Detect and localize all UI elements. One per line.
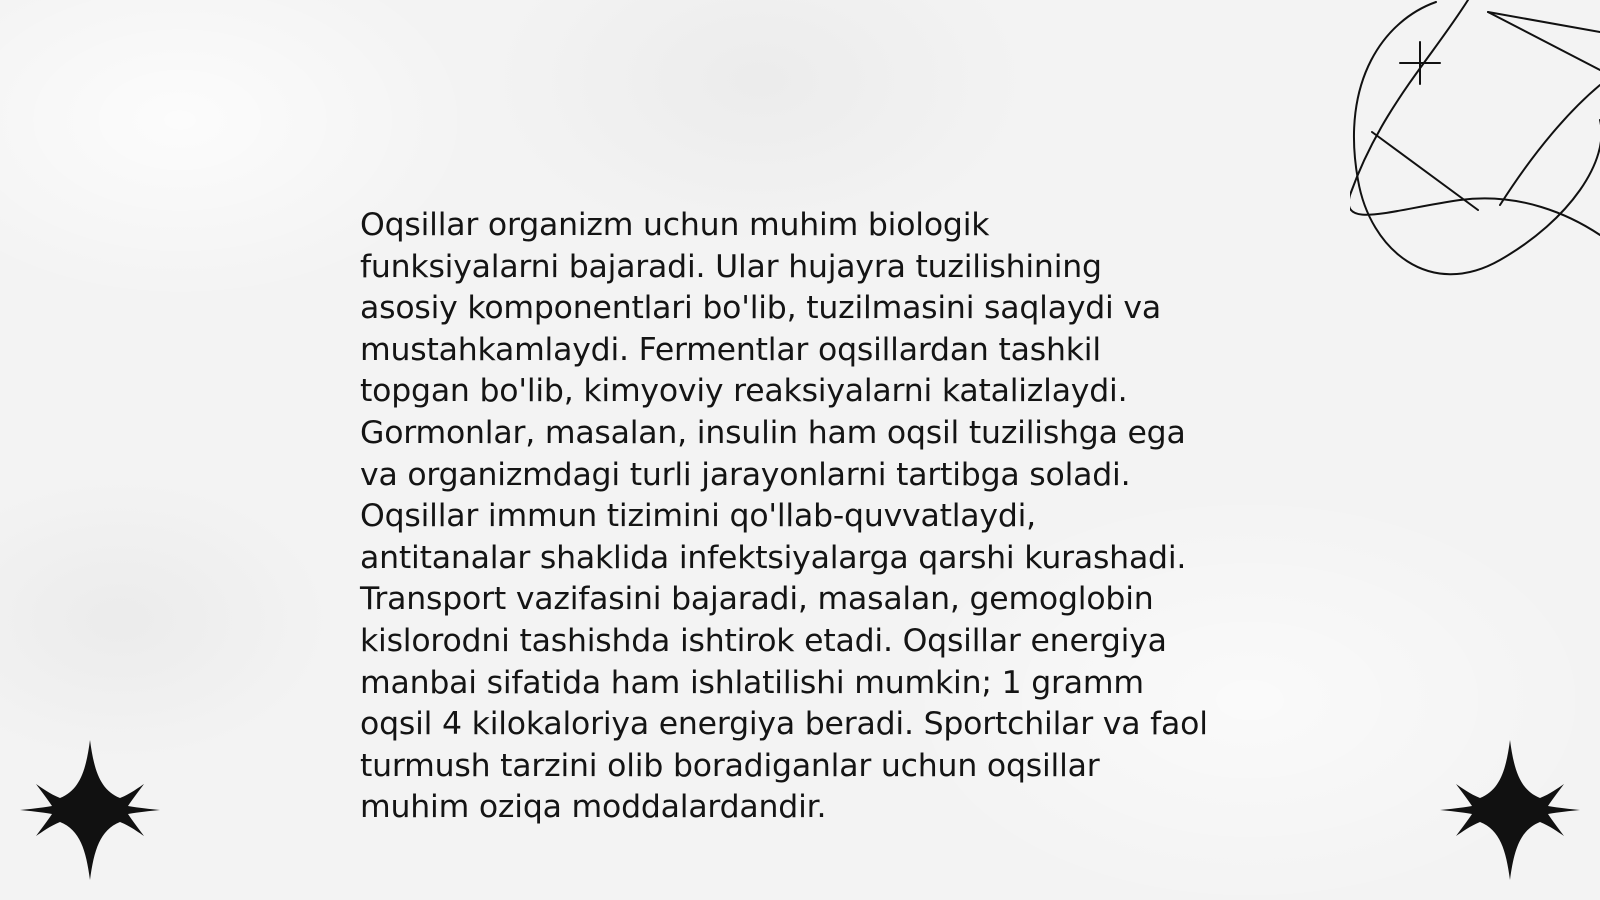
paragraph-line: manbai sifatida ham ishlatilishi mumkin; 1 gramm	[360, 664, 1144, 701]
paragraph-line: funksiyalarni bajaradi. Ular hujayra tuzilishining	[360, 248, 1102, 285]
paragraph-line: kislorodni tashishda ishtirok etadi. Oqsillar energiya	[360, 622, 1167, 659]
paragraph-line: muhim oziqa moddalardandir.	[360, 789, 827, 826]
paragraph-line: Gormonlar, masalan, insulin ham oqsil tuzilishga ega	[360, 414, 1186, 451]
paragraph-line: Transport vazifasini bajaradi, masalan, gemoglobin	[360, 581, 1154, 618]
paragraph-line: mustahkamlaydi. Fermentlar oqsillardan tashkil	[360, 331, 1101, 368]
paragraph-line: Oqsillar organizm uchun muhim biologik	[360, 207, 990, 243]
paragraph-line: oqsil 4 kilokaloriya energiya beradi. Sportchilar va faol	[360, 706, 1208, 743]
paragraph-line: turmush tarzini olib boradiganlar uchun oqsillar	[360, 747, 1100, 784]
orbit-sparkle-icon	[1350, 0, 1600, 290]
four-point-star-icon	[1440, 740, 1580, 880]
paragraph-line: asosiy komponentlari bo'lib, tuzilmasini saqlaydi va	[360, 290, 1161, 327]
body-paragraph	[360, 205, 1260, 829]
paragraph-line: Oqsillar immun tizimini qo'llab-quvvatlaydi,	[360, 498, 1036, 535]
paragraph-line: topgan bo'lib, kimyoviy reaksiyalarni katalizlaydi.	[360, 373, 1128, 410]
paragraph-line: va organizmdagi turli jarayonlarni tartibga soladi.	[360, 456, 1131, 493]
paragraph-line: antitanalar shaklida infektsiyalarga qarshi kurashadi.	[360, 539, 1187, 576]
four-point-star-icon	[20, 740, 160, 880]
